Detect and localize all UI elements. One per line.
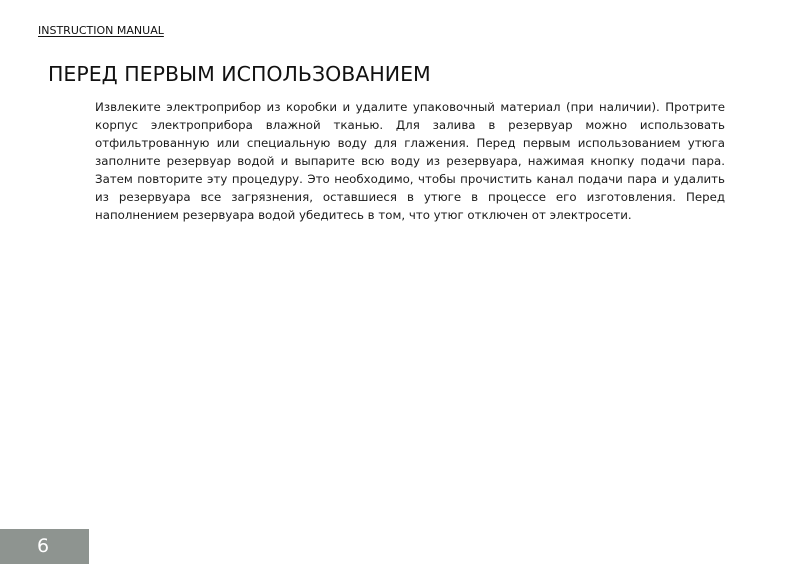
section-title: ПЕРЕД ПЕРВЫМ ИСПОЛЬЗОВАНИЕМ — [48, 62, 431, 86]
page-number: 6 — [37, 535, 50, 557]
running-header: INSTRUCTION MANUAL — [38, 24, 164, 37]
page-number-tab — [0, 529, 89, 564]
section-body-text: Извлеките электроприбор из коробки и удалите упаковочный материал (при наличии). Протрите корпус электроприбора влажной тканью. Для залива в резервуар можно использовать отфильтрованную или специальную воду для глажения. Перед первым использованием утюга заполните резервуар водой и выпарите всю воду из резервуара, нажимая кнопку подачи пара. Затем повторите эту процедуру. Это необходимо, чтобы прочистить канал подачи пара и удалить из резервуара все загрязнения, оставшиеся в утюге в процессе его изготовления. Перед наполнением резервуара водой убедитесь в том, что утюг отключен от электросети. — [95, 100, 725, 222]
